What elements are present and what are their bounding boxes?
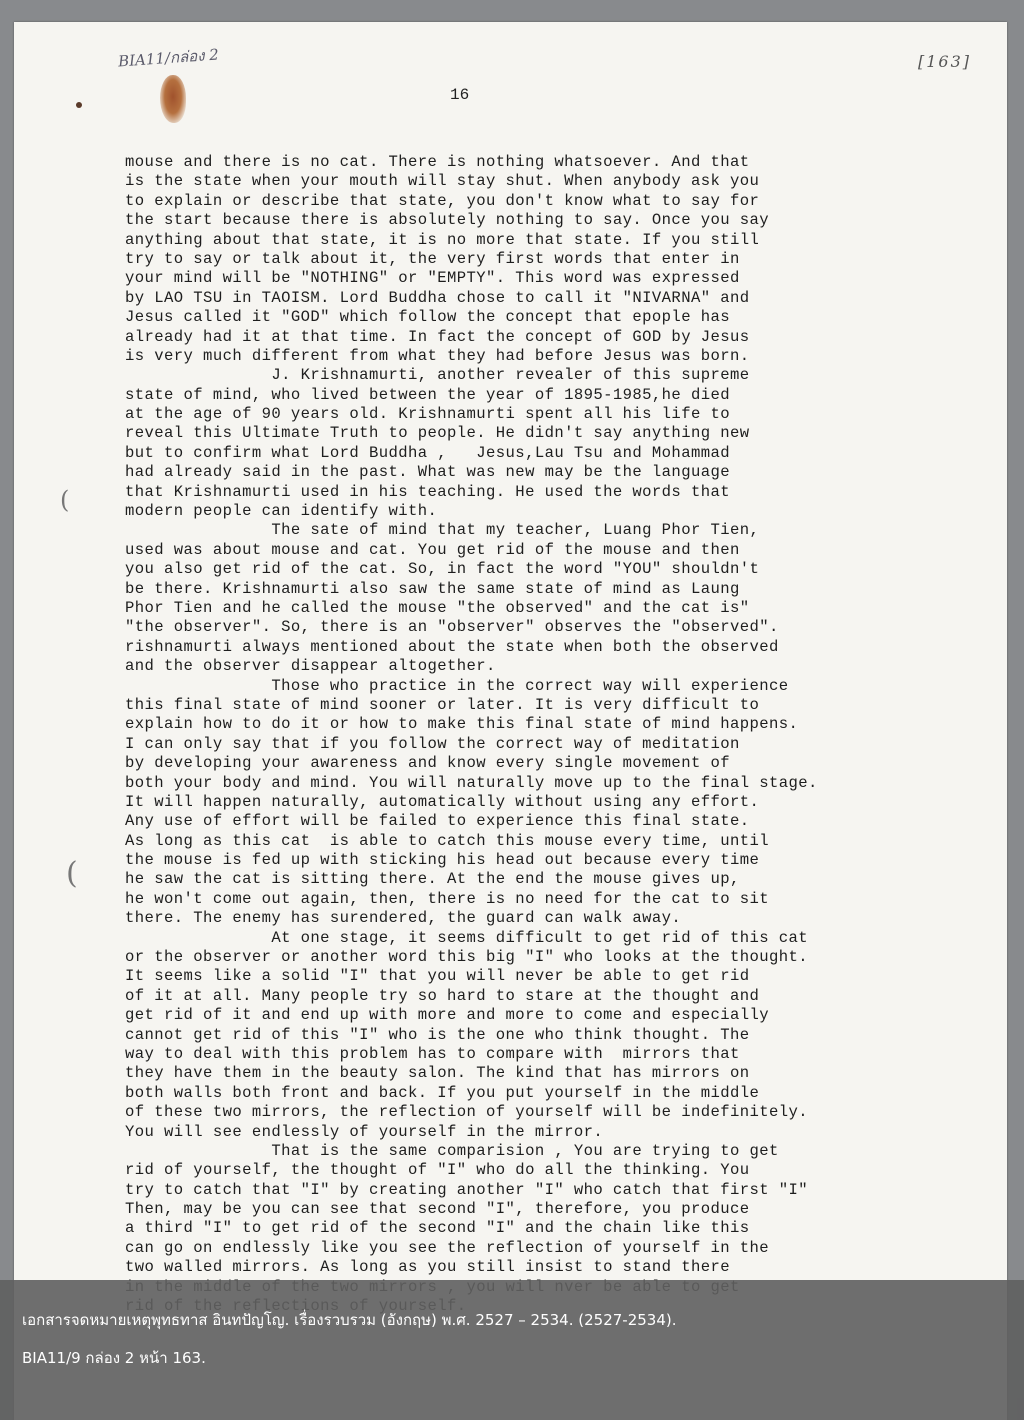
text-line: by developing your awareness and know every single movement of: [125, 754, 730, 773]
text-line: rid of yourself, the thought of "I" who do all the thinking. You: [125, 1161, 750, 1180]
text-line: "the observer". So, there is an "observer" observes the "observed".: [125, 618, 779, 637]
text-line: at the age of 90 years old. Krishnamurti spent all his life to: [125, 405, 730, 424]
text-line: As long as this cat is able to catch this mouse every time, until: [125, 831, 770, 850]
text-line: Then, may be you can see that second "I", therefore, you produce: [125, 1200, 750, 1219]
text-line: or the observer or another word this big "I" who looks at the thought.: [125, 948, 809, 967]
text-line: try to catch that "I" by creating another "I" who catch that first "I": [125, 1180, 809, 1199]
margin-bracket-mark: (: [60, 486, 70, 514]
typewritten-body: [125, 153, 990, 1316]
text-line: Phor Tien and he called the mouse "the observed" and the cat is": [125, 598, 750, 617]
handwritten-archive-note: BIA11/กล่อง 2: [117, 45, 220, 71]
text-line: way to deal with this problem has to compare with mirrors that: [125, 1044, 740, 1063]
text-line: and the observer disappear altogether.: [125, 657, 496, 676]
margin-bracket-mark: (: [66, 856, 78, 891]
ink-dot: [76, 102, 82, 108]
text-line: they have them in the beauty salon. The kind that has mirrors on: [125, 1064, 750, 1083]
text-line: J. Krishnamurti, another revealer of this supreme: [125, 366, 750, 385]
text-line: there. The enemy has surendered, the guard can walk away.: [125, 909, 682, 928]
text-line: I can only say that if you follow the correct way of meditation: [125, 734, 740, 753]
text-line: is very much different from what they had before Jesus was born.: [125, 346, 750, 365]
text-line: It seems like a solid "I" that you will never be able to get rid: [125, 967, 750, 986]
text-line: this final state of mind sooner or later. It is very difficult to: [125, 695, 760, 714]
text-line: used was about mouse and cat. You get rid of the mouse and then: [125, 540, 740, 559]
text-line: cannot get rid of this "I" who is the one who think thought. The: [125, 1025, 750, 1044]
text-line: you also get rid of the cat. So, in fact the word "YOU" shouldn't: [125, 560, 760, 579]
text-line: Any use of effort will be failed to experience this final state.: [125, 812, 750, 831]
text-line: explain how to do it or how to make this final state of mind happens.: [125, 715, 799, 734]
stain-mark: [160, 75, 186, 123]
text-line: both walls both front and back. If you put yourself in the middle: [125, 1083, 760, 1102]
text-line: by LAO TSU in TAOISM. Lord Buddha chose to call it "NIVARNA" and: [125, 288, 750, 307]
caption-title: เอกสารจดหมายเหตุพุทธทาส อินทปัญโญ. เรื่องรวบรวม (อังกฤษ) พ.ศ. 2527 – 2534. (2527-2534).: [22, 1311, 677, 1329]
text-line: It will happen naturally, automatically without using any effort.: [125, 792, 760, 811]
text-line: he won't come out again, then, there is no need for the cat to sit: [125, 889, 770, 908]
text-line: get rid of it and end up with more and more to come and especially: [125, 1006, 770, 1025]
text-line: already had it at that time. In fact the concept of GOD by Jesus: [125, 327, 750, 346]
text-line: had already said in the past. What was new may be the language: [125, 463, 730, 482]
text-line: At one stage, it seems difficult to get rid of this cat: [125, 928, 809, 947]
text-line: that Krishnamurti used in his teaching. He used the words that: [125, 482, 730, 501]
text-line: a third "I" to get rid of the second "I" and the chain like this: [125, 1219, 750, 1238]
text-line: of it at all. Many people try so hard to stare at the thought and: [125, 986, 760, 1005]
text-line: anything about that state, it is no more that state. If you still: [125, 230, 760, 249]
text-line: rishnamurti always mentioned about the state when both the observed: [125, 637, 779, 656]
text-line: Jesus called it "GOD" which follow the concept that epople has: [125, 308, 730, 327]
text-line: Those who practice in the correct way will experience: [125, 676, 789, 695]
text-line: the start because there is absolutely nothing to say. Once you say: [125, 211, 770, 230]
text-line: reveal this Ultimate Truth to people. He didn't say anything new: [125, 424, 750, 443]
text-line: can go on endlessly like you see the reflection of yourself in the: [125, 1238, 770, 1257]
text-line: both your body and mind. You will naturally move up to the final stage.: [125, 773, 818, 792]
text-line: be there. Krishnamurti also saw the same state of mind as Laung: [125, 579, 740, 598]
text-line: but to confirm what Lord Buddha , Jesus,Lau Tsu and Mohammad: [125, 443, 730, 462]
text-line: That is the same comparision , You are trying to get: [125, 1141, 779, 1160]
page-number: 16: [450, 86, 470, 104]
text-line: to explain or describe that state, you don't know what to say for: [125, 191, 760, 210]
text-line: is the state when your mouth will stay shut. When anybody ask you: [125, 172, 760, 191]
text-line: of these two mirrors, the reflection of yourself will be indefinitely.: [125, 1103, 809, 1122]
handwritten-page-ref: [163]: [918, 52, 972, 71]
text-line: You will see endlessly of yourself in the mirror.: [125, 1122, 604, 1141]
text-line: your mind will be "NOTHING" or "EMPTY". This word was expressed: [125, 269, 740, 288]
text-line: modern people can identify with.: [125, 502, 438, 521]
text-line: try to say or talk about it, the very first words that enter in: [125, 249, 740, 268]
text-line: he saw the cat is sitting there. At the end the mouse gives up,: [125, 870, 740, 889]
text-line: two walled mirrors. As long as you still insist to stand there: [125, 1258, 730, 1277]
text-line: The sate of mind that my teacher, Luang Phor Tien,: [125, 521, 760, 540]
text-line: state of mind, who lived between the year of 1895-1985,he died: [125, 385, 730, 404]
archive-caption-bar: [0, 1280, 1024, 1420]
caption-reference: BIA11/9 กล่อง 2 หน้า 163.: [22, 1349, 206, 1367]
text-line: the mouse is fed up with sticking his head out because every time: [125, 851, 760, 870]
text-line: mouse and there is no cat. There is nothing whatsoever. And that: [125, 153, 750, 171]
